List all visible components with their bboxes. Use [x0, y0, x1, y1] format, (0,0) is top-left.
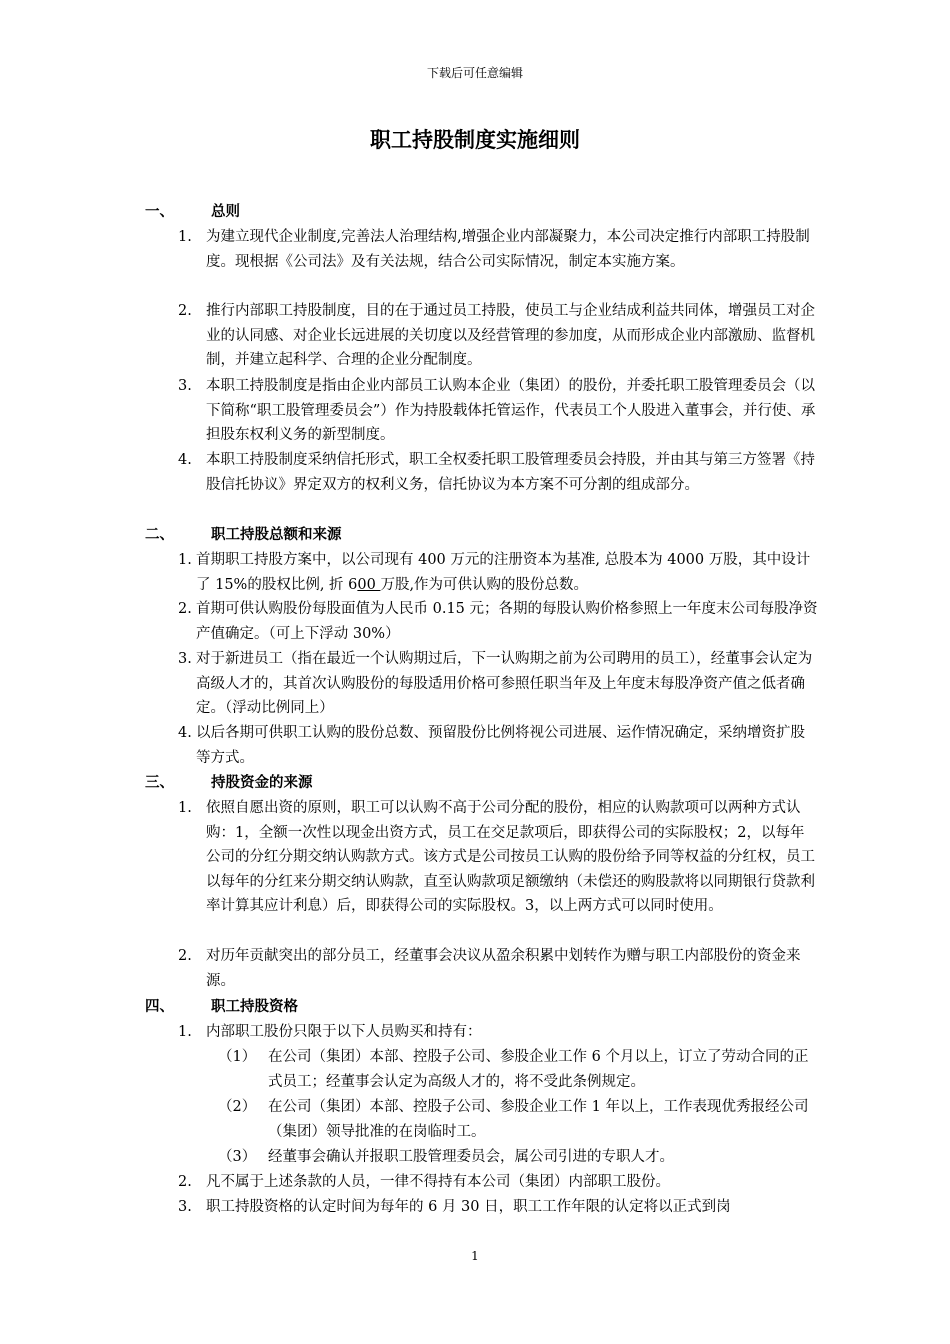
item-number: 3.	[178, 1199, 192, 1215]
item-text: 职工持股资格的认定时间为每年的 6 月 30 日，职工工作年限的认定将以正式到岗	[206, 1199, 731, 1215]
item-text-part: 万股,作为可供认购的股份总数。	[380, 576, 589, 593]
section-number: 二、	[145, 526, 174, 543]
item-number: 3.	[178, 651, 192, 667]
list-item	[178, 796, 818, 943]
page-header: 下载后可任意编辑	[426, 66, 523, 80]
item-number: 1.	[178, 1024, 192, 1040]
item-number: 2.	[178, 948, 192, 964]
item-number: （1）	[218, 1049, 257, 1065]
sub-list-item	[218, 1095, 818, 1144]
item-number: 1.	[178, 800, 192, 816]
underlined-text: 00	[357, 576, 381, 593]
item-text: 经董事会确认并报职工股管理委员会，属公司引进的专职人才。	[268, 1149, 674, 1165]
item-text-part: 首期职工持股方案中，以公司现有 400 万元的注册资本为基准, 总股本为 4000 万股，其中设计了 15%的股权比例, 折 6	[196, 552, 811, 593]
list-item	[178, 721, 818, 770]
item-text: 对于新进员工（指在最近一个认购期过后，下一认购期之前为公司聘用的员工），经董事会认定为高级人才的，其首次认购股份的每股适用价格可参照任职当年及上年度末每股净资产值之低者确定。（浮动比例同上）	[196, 651, 813, 716]
list-item	[178, 1170, 818, 1194]
section-number: 一、	[145, 203, 174, 220]
item-number: 1.	[178, 552, 192, 568]
item-text: 为建立现代企业制度,完善法人治理结构,增强企业内部凝聚力，本公司决定推行内部职工持股制度。现根据《公司法》及有关法规，结合公司实际情况，制定本实施方案。	[206, 229, 810, 270]
item-number: 1.	[178, 229, 192, 245]
list-item	[178, 225, 818, 299]
list-item	[178, 299, 818, 373]
item-text: 本职工持股制度采纳信托形式，职工全权委托职工股管理委员会持股，并由其与第三方签署《持股信托协议》界定双方的权利义务，信托协议为本方案不可分割的组成部分。	[206, 452, 815, 493]
list-item	[178, 647, 818, 721]
item-number: 2.	[178, 1174, 192, 1190]
section-title: 职工持股资格	[211, 998, 298, 1015]
item-text: 对历年贡献突出的部分员工，经董事会决议从盈余积累中划转作为赠与职工内部股份的资金来源。	[206, 948, 801, 989]
item-text: 首期可供认购股份每股面值为人民币 0.15 元；各期的每股认购价格参照上一年度末公司每股净资产值确定。（可上下浮动 30%）	[196, 601, 818, 642]
list-item	[178, 1195, 818, 1219]
item-text	[196, 548, 818, 597]
section-title: 职工持股总额和来源	[211, 526, 342, 543]
item-text: 推行内部职工持股制度，目的在于通过员工持股，使员工与企业结成利益共同体，增强员工对企业的认同感、对企业长远进展的关切度以及经营管理的参加度，从而形成企业内部激励、监督机制，并建立起科学、合理的企业分配制度。	[206, 303, 815, 368]
section-title: 持股资金的来源	[211, 774, 313, 791]
list-item	[178, 448, 818, 522]
item-number: （2）	[218, 1099, 257, 1115]
item-number: 4.	[178, 725, 192, 741]
list-item	[178, 597, 818, 646]
item-text: 在公司（集团）本部、控股子公司、参股企业工作 1 年以上，工作表现优秀报经公司（集团）领导批准的在岗临时工。	[268, 1099, 809, 1140]
item-number: 3.	[178, 378, 192, 394]
sub-list-item	[218, 1145, 818, 1169]
page-number: 1	[471, 1249, 479, 1263]
document-title: 职工持股制度实施细则	[370, 127, 580, 152]
list-item	[178, 548, 818, 597]
list-item	[178, 1020, 818, 1044]
list-item	[178, 944, 818, 993]
item-text: 凡不属于上述条款的人员，一律不得持有本公司（集团）内部职工股份。	[206, 1174, 670, 1190]
item-text: 内部职工股份只限于以下人员购买和持有：	[206, 1024, 482, 1040]
item-text: 在公司（集团）本部、控股子公司、参股企业工作 6 个月以上，订立了劳动合同的正式员工；经董事会认定为高级人才的，将不受此条例规定。	[268, 1049, 809, 1090]
item-number: 2.	[178, 601, 192, 617]
section-title: 总则	[211, 203, 240, 220]
section-number: 四、	[145, 998, 174, 1015]
item-number: （3）	[218, 1149, 257, 1165]
item-text: 本职工持股制度是指由企业内部员工认购本企业（集团）的股份，并委托职工股管理委员会（以下简称“职工股管理委员会”）作为持股载体托管运作，代表员工个人股进入董事会，并行使、承担股东权利义务的新型制度。	[206, 378, 816, 443]
item-text: 以后各期可供职工认购的股份总数、预留股份比例将视公司进展、运作情况确定，采纳增资扩股等方式。	[196, 725, 805, 766]
item-number: 2.	[178, 303, 192, 319]
sub-list-item	[218, 1045, 818, 1094]
item-number: 4.	[178, 452, 192, 468]
section-number: 三、	[145, 774, 174, 791]
list-item	[178, 374, 818, 448]
item-text: 依照自愿出资的原则，职工可以认购不高于公司分配的股份，相应的认购款项可以两种方式认购：1，全额一次性以现金出资方式，员工在交足款项后，即获得公司的实际股权；2，以每年公司的分红分期交纳认购款方式。该方式是公司按员工认购的股份给予同等权益的分红权，员工以每年的分红来分期交纳认购款，直至认购款项足额缴纳（未偿还的购股款将以同期银行贷款利率计算其应计利息）后，即获得公司的实际股权。3，以上两方式可以同时使用。	[206, 800, 815, 914]
